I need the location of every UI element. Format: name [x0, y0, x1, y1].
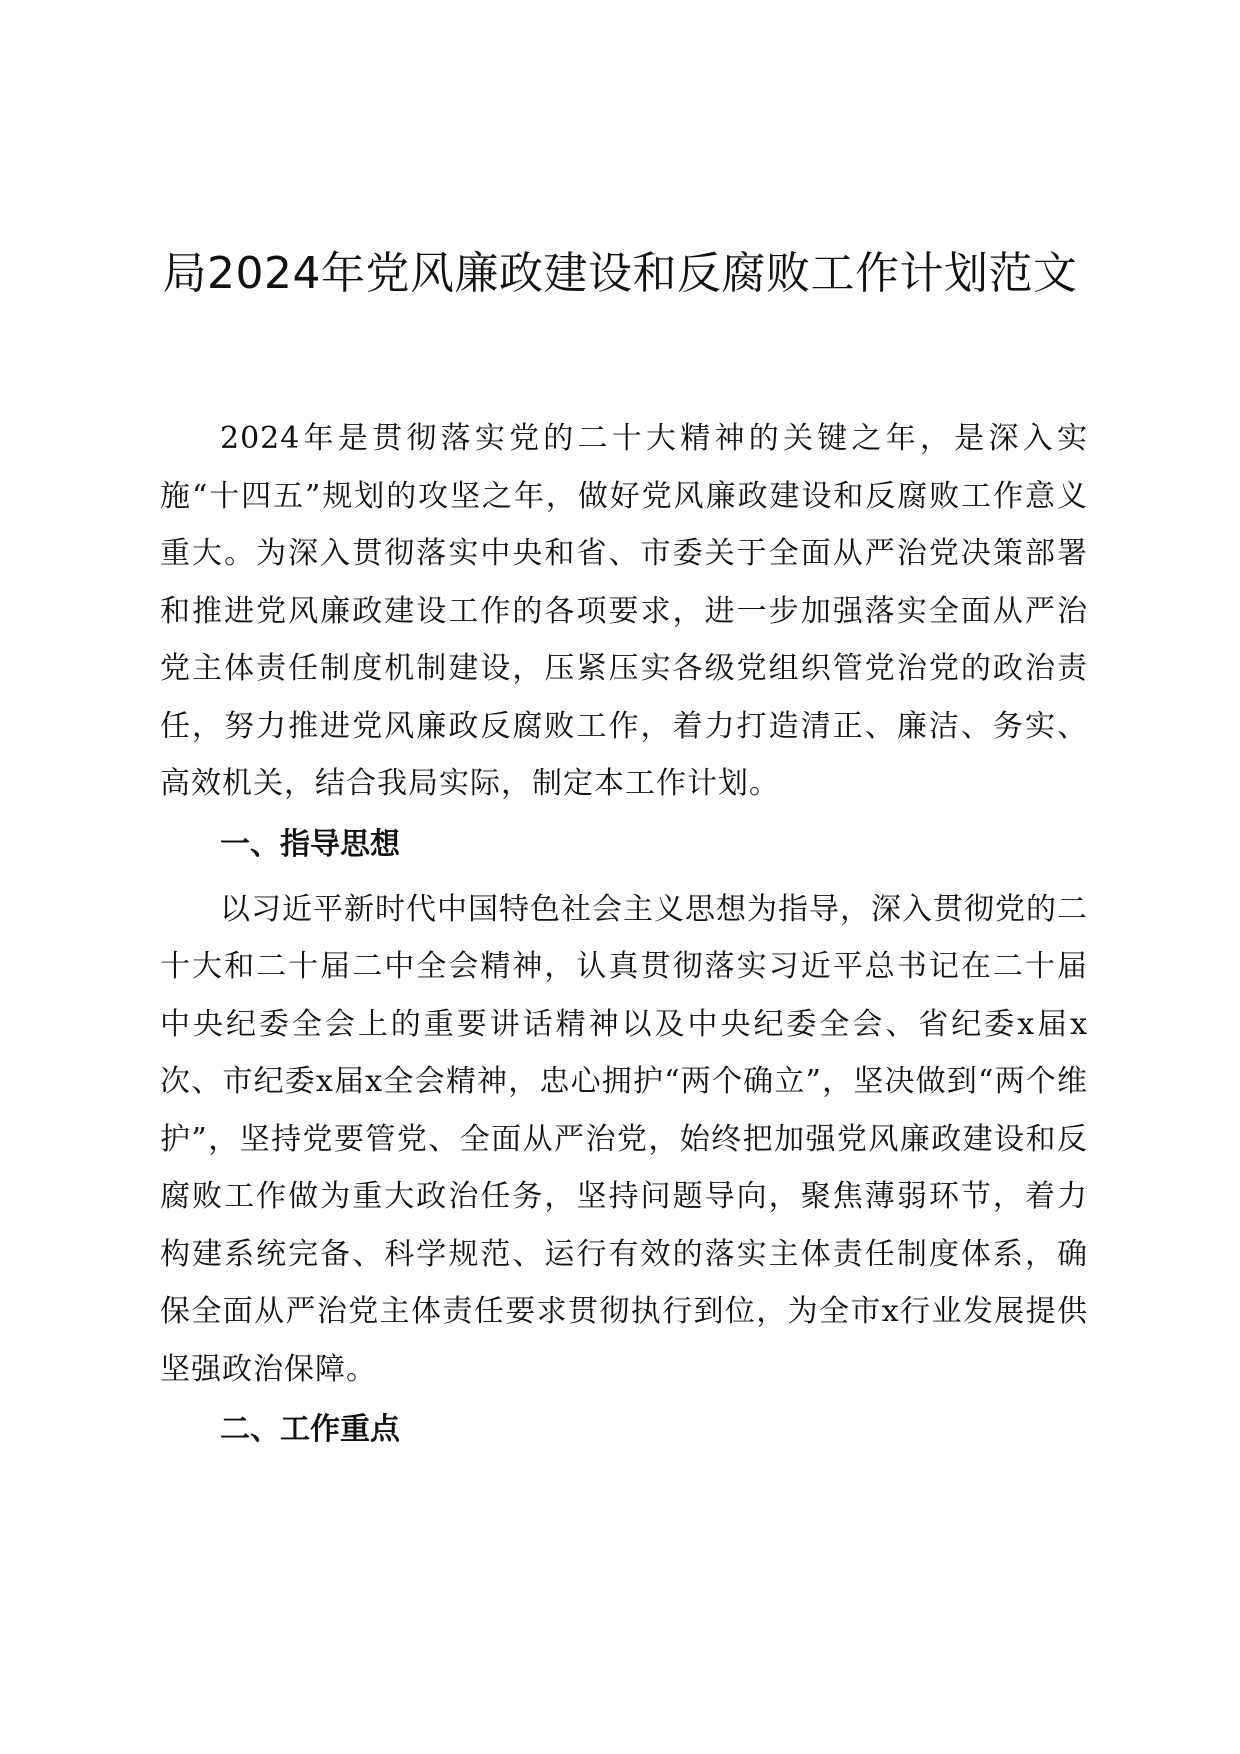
guiding-ideology-paragraph: 以习近平新时代中国特色社会主义思想为指导，深入贯彻党的二十大和二十届二中全会精神，认真贯彻落实习近平总书记在二十届中央纪委全会上的重要讲话精神以及中央纪委全会、省纪委x届x次、市纪委x届x全会精神，忠心拥护“两个确立”，坚决做到“两个维护”，坚持党要管党、全面从严治党，始终把加强党风廉政建设和反腐败工作做为重大政治任务，坚持问题导向，聚焦薄弱环节，着力构建系统完备、科学规范、运行有效的落实主体责任制度体系，确保全面从严治党主体责任要求贯彻执行到位，为全市x行业发展提供坚强政治保障。 — [160, 891, 1088, 1387]
document-title: 局2024年党风廉政建设和反腐败工作计划范文 — [162, 248, 1078, 299]
intro-paragraph: 2024年是贯彻落实党的二十大精神的关键之年，是深入实施“十四五”规划的攻坚之年，做好党风廉政建设和反腐败工作意义重大。为深入贯彻落实中央和省、市委关于全面从严治党决策部署和推进党风廉政建设工作的各项要求，进一步加强落实全面从严治党主体责任制度机制建设，压紧压实各级党组织管党治党的政治责任，努力推进党风廉政反腐败工作，着力打造清正、廉洁、务实、高效机关，结合我局实际，制定本工作计划。 — [160, 421, 1088, 801]
document-body — [160, 410, 1088, 1466]
section-heading-work-focus: 二、工作重点 — [220, 1412, 400, 1447]
section-heading-guiding-ideology: 一、指导思想 — [220, 826, 400, 862]
